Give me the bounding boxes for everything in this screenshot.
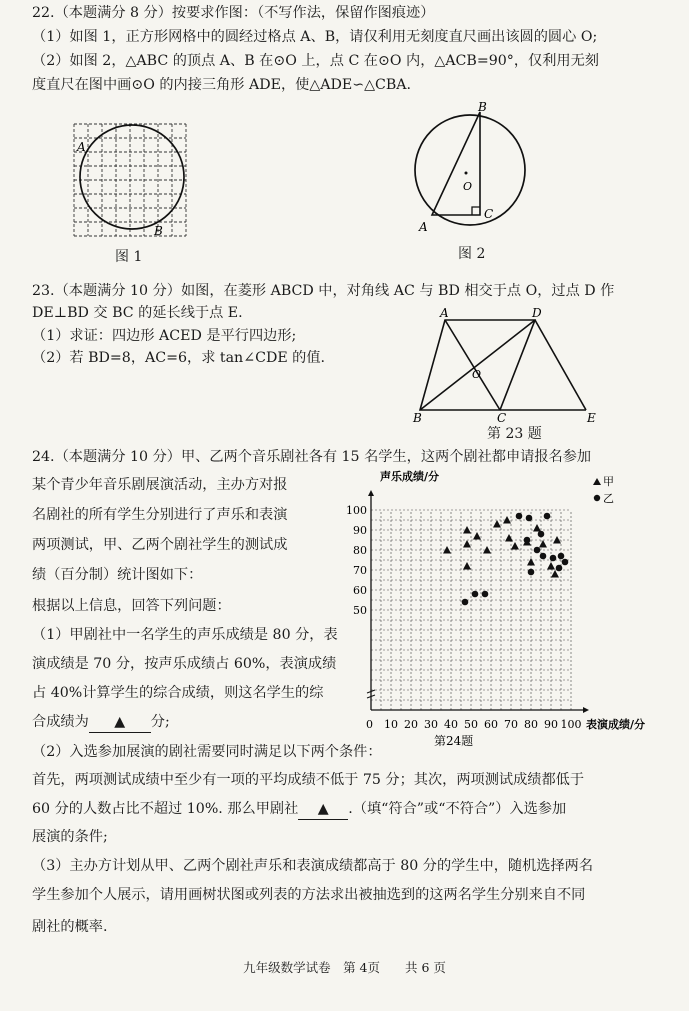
data-point-jia [527, 558, 535, 566]
x-tick-label: 100 [560, 718, 582, 731]
q22-fig1-caption: 图 1 [115, 249, 143, 265]
data-point-yi [528, 569, 535, 576]
q23-label-o: O [472, 368, 482, 381]
x-tick-label: 40 [444, 718, 458, 731]
q24-line4: 两项测试，甲、乙两个剧社学生的测试成 [32, 537, 288, 553]
fig2-circle [415, 115, 525, 225]
q23-label-e: E [587, 411, 596, 425]
y-axis-arrow [368, 490, 374, 496]
data-point-yi [482, 591, 489, 598]
q23-label-a: A [440, 306, 449, 320]
q24-scatter-chart [346, 466, 689, 752]
legend-marker-yi [594, 495, 600, 501]
data-point-yi [540, 553, 547, 560]
q24-line2: 某个青少年音乐剧展演活动，主办方对报 [32, 477, 288, 493]
q22-figure1 [66, 116, 192, 246]
q23-header: 23.（本题满分 10 分）如图，在菱形 ABCD 中，对角线 AC 与 BD 相交于点 O，过点 D 作 [32, 283, 615, 299]
data-point-yi [550, 555, 557, 562]
data-point-yi [544, 513, 551, 520]
q23-line2: DE⊥BD 交 BC 的延长线于点 E. [32, 305, 243, 321]
data-point-yi [526, 515, 533, 522]
data-point-jia [533, 524, 541, 532]
data-point-yi [472, 591, 479, 598]
data-point-yi [516, 513, 523, 520]
fig2-label-o: O [463, 180, 473, 193]
q23-label-d: D [532, 306, 542, 320]
data-point-yi [524, 537, 531, 544]
q22-part2-line1: （2）如图 2，△ABC 的顶点 A、B 在⊙O 上，点 C 在⊙O 内，△ACB=90°，仅利用无刻 [32, 53, 599, 69]
q24-line11: （2）入选参加展演的剧社需要同时满足以下两个条件： [32, 744, 382, 760]
grid-circle [80, 125, 184, 229]
diagonal-ac [445, 320, 500, 410]
data-point-jia [511, 542, 519, 550]
segment-de [535, 320, 586, 410]
data-point-yi [538, 531, 545, 538]
q24-line7: （1）甲剧社中一名学生的声乐成绩是 80 分，表 [32, 627, 338, 643]
x-tick-label: 20 [404, 718, 418, 731]
q24-line13 [32, 800, 663, 820]
y-tick-label: 100 [346, 504, 367, 517]
legend-marker-jia [593, 478, 601, 485]
q22-figure2 [408, 100, 540, 240]
fig2-label-b: B [478, 100, 487, 114]
x-tick-label: 80 [524, 718, 538, 731]
q23-fig-caption: 第 23 题 [487, 426, 542, 442]
q24-line10-pre: 合成绩为 [32, 714, 89, 730]
q24-line12: 首先，两项测试成绩中至少有一项的平均成绩不低于 75 分；其次，两项测试成绩都低于 [32, 772, 585, 788]
legend-label-yi: 乙 [603, 492, 614, 505]
y-tick-label: 60 [353, 584, 367, 597]
data-point-yi [556, 565, 563, 572]
q24-header: 24.（本题满分 10 分）甲、乙两个音乐剧社各有 15 名学生，这两个剧社都申请报名参加 [32, 449, 592, 465]
fig1-label-a: A [77, 140, 86, 154]
q24-line14: 展演的条件; [32, 829, 108, 845]
y-tick-label: 90 [353, 524, 367, 537]
page-footer: 九年级数学试卷 第 4页 共 6 页 [243, 960, 446, 975]
q23-figure [408, 308, 598, 424]
q22-part2-line2: 度直尺在图中画⊙O 的内接三角形 ADE，使△ADE∽△CBA. [32, 77, 412, 93]
x-tick-label: 60 [484, 718, 498, 731]
fig2-label-c: C [484, 207, 494, 221]
data-point-jia [463, 540, 471, 548]
q24-line10-post: 分; [150, 714, 170, 730]
q22-fig2-caption: 图 2 [458, 246, 486, 262]
chart-caption: 第24题 [434, 734, 474, 748]
q23-part2: （2）若 BD=8，AC=6，求 tan∠CDE 的值. [32, 350, 326, 366]
y-axis-label: 声乐成绩/分 [380, 470, 440, 483]
x-tick-label: 30 [424, 718, 438, 731]
q23-label-c: C [497, 411, 507, 425]
data-point-jia [547, 562, 555, 570]
q24-line3: 名剧社的所有学生分别进行了声乐和表演 [32, 507, 288, 523]
data-point-jia [493, 520, 501, 528]
data-point-jia [463, 562, 471, 570]
q24-line8: 演成绩是 70 分，按声乐成绩占 60%，表演成绩 [32, 656, 337, 672]
data-point-jia [539, 540, 547, 548]
data-point-yi [558, 553, 565, 560]
answer-blank-1[interactable]: ▲ [89, 713, 151, 733]
data-point-jia [473, 532, 481, 540]
x-tick-label: 90 [544, 718, 558, 731]
y-tick-label: 80 [353, 544, 367, 557]
answer-blank-2[interactable]: ▲ [298, 800, 348, 820]
q22-part1: （1）如图 1，正方形网格中的圆经过格点 A、B，请仅利用无刻度直尺画出该圆的圆心 O; [32, 29, 598, 45]
data-point-yi [462, 599, 469, 606]
q23-label-b: B [413, 411, 422, 425]
q24-line16: 学生参加个人展示，请用画树状图或列表的方法求出被抽选到的这两名学生分别来自不同 [32, 887, 586, 903]
chart-legend [593, 475, 614, 505]
q24-line17: 剧社的概率. [32, 919, 108, 935]
y-tick-label: 50 [353, 604, 367, 617]
data-point-yi [562, 559, 569, 566]
q22-header: 22.（本题满分 8 分）按要求作图：（不写作法，保留作图痕迹） [32, 5, 435, 21]
q24-line15: （3）主办方计划从甲、乙两个剧社声乐和表演成绩都高于 80 分的学生中，随机选择两名 [32, 858, 594, 874]
q24-line13-pre: 60 分的人数占比不超过 10%. 那么甲剧社 [32, 801, 299, 817]
fig2-triangle [432, 112, 480, 215]
data-point-jia [551, 570, 559, 578]
data-point-yi [534, 547, 541, 554]
x-tick-label: 70 [504, 718, 518, 731]
x-tick-label: 10 [384, 718, 398, 731]
q24-line5: 绩（百分制）统计图如下： [32, 567, 203, 583]
q24-line9: 占 40%计算学生的综合成绩，则这名学生的综 [32, 685, 324, 701]
fig2-center-dot [465, 172, 468, 175]
q23-part1: （1）求证：四边形 ACED 是平行四边形; [32, 328, 297, 344]
x-axis-label: 表演成绩/分 [586, 718, 646, 731]
data-point-jia [505, 534, 513, 542]
legend-label-jia: 甲 [603, 475, 614, 488]
x-axis-arrow [583, 707, 589, 713]
fig2-label-a: A [419, 220, 428, 234]
chart-origin-label: 0 [366, 718, 373, 731]
y-tick-label: 70 [353, 564, 367, 577]
x-tick-label: 50 [464, 718, 478, 731]
q24-line6: 根据以上信息，回答下列问题： [32, 598, 231, 614]
q24-line13-post: .（填“符合”或“不符合”）入选参加 [348, 801, 567, 817]
fig2-right-angle-mark [472, 207, 480, 215]
fig1-label-b: B [154, 224, 163, 238]
